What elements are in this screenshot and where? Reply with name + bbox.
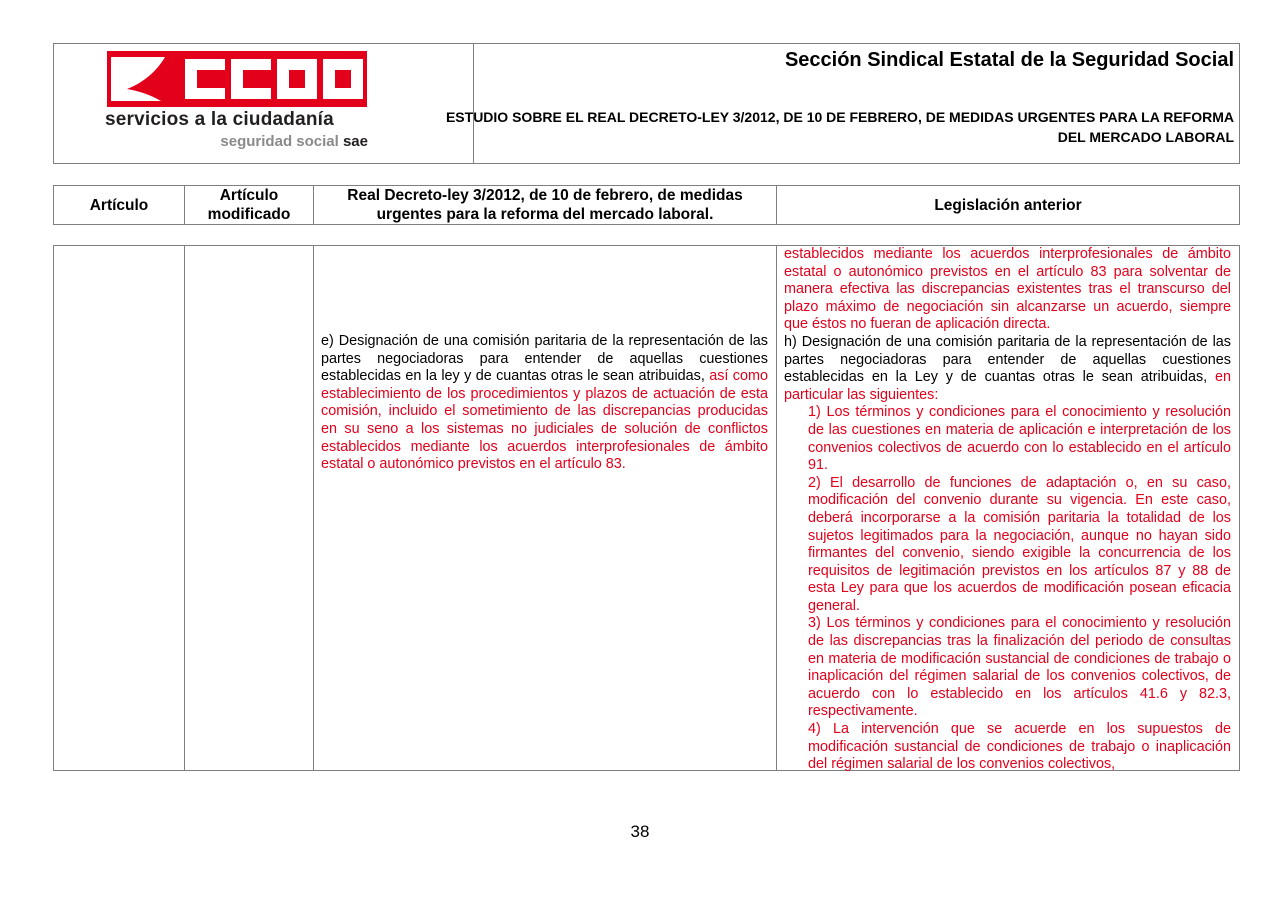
table-row xyxy=(53,245,1240,771)
list-item: 3) Los términos y condiciones para el conocimiento y resolución de las discrepancias tras la finalización del periodo de consultas en materia de modificación sustancial de condiciones de trabajo o inaplicación del régimen salarial de los convenios colectivos, de acuerdo con lo establecido en los artículos 41.6 y 82.3, respectivamente. xyxy=(808,615,1231,720)
column-divider xyxy=(184,246,185,770)
column-divider xyxy=(776,246,777,770)
column-header-articulo-modificado: Artículo modificado xyxy=(207,187,291,223)
list-item: 4) La intervención que se acuerde en los supuestos de modificación sustancial de condiciones de trabajo o inaplicación del régimen salarial de los convenios colectivos, xyxy=(808,721,1231,773)
column-header-real-decreto: Real Decreto-ley 3/2012, de 10 de febrero, de medidas urgentes para la reforma del mercado laboral. xyxy=(347,187,743,223)
cell-legislacion-anterior-text: establecidos mediante los acuerdos interprofesionales de ámbito estatal o autonómico previstos en el artículo 83 para solventar de manera efectiva las discrepancias existentes tras el transcurso del plazo máximo de negociación sin alcanzarse un acuerdo, siempre que éstos no fueran de aplicación directa. h) Designación de una comisión paritaria de la representación de las partes negociadoras para entender de aquellas cuestiones establecidas en la Ley y de cuantas otras le sean atribuidas, en particular las siguientes: 1) Los términos y condiciones para el conocimiento y resolución de las cuestiones en materia de aplicación e interpretación de los convenios colectivos de acuerdo con lo establecido en el artículo 91. 2) El desarrollo de funciones de adaptación o, en su caso, modificación del convenio durante su vigencia. En este caso, deberá incorporarse a la comisión paritaria la totalidad de los sujetos legitimados para la negociación, aunque no hayan sido firmantes del convenio, siendo exigible la concurrencia de los requisitos de legitimación previstos en los artículos 87 y 88 de esta Ley para que los acuerdos de modificación posean eficacia general. 3) Los términos y condiciones para el conocimiento y resolución de las discrepancias tras la finalización del periodo de consultas en materia de modificación sustancial de condiciones de trabajo o inaplicación del régimen salarial de los convenios colectivos, de acuerdo con lo establecido en los artículos 41.6 y 82.3, respectivamente. 4) La intervención que se acuerde en los supuestos de modificación sustancial de condiciones de trabajo o inaplicación del régimen salarial de los convenios colectivos, xyxy=(784,246,1231,773)
column-divider xyxy=(313,246,314,770)
logo-subtagline: seguridad social sae xyxy=(220,133,368,150)
header-subtitle: ESTUDIO SOBRE EL REAL DECRETO-LEY 3/2012, DE 10 DE FEBRERO, DE MEDIDAS URGENTES PARA LA REFORMA DEL MERCADO LABORAL xyxy=(445,109,1234,145)
cell-real-decreto-text: e) Designación de una comisión paritaria de la representación de las partes negociadoras para entender de aquellas cuestiones establecidas en la ley y de cuantas otras le sean atribuidas, así como establecimiento de los procedimientos y plazos de actuación de esta comisión, incluido el sometimiento de las discrepancias producidas en su seno a los sistemas no judiciales de solución de conflictos establecidos mediante los acuerdos interprofesionales de ámbito estatal o autonómico previstos en el artículo 83. xyxy=(321,333,768,473)
ccoo-logo-mark xyxy=(107,51,367,107)
document-header xyxy=(53,43,1240,164)
page-number: 38 xyxy=(630,822,650,841)
header-title: Sección Sindical Estatal de la Seguridad Social xyxy=(784,49,1234,71)
column-header-row xyxy=(53,185,1240,225)
column-header-articulo: Artículo xyxy=(89,196,149,214)
list-item: 1) Los términos y condiciones para el conocimiento y resolución de las cuestiones en materia de aplicación e interpretación de los convenios colectivos de acuerdo con lo establecido en el artículo 91. xyxy=(808,404,1231,474)
ccoo-logo xyxy=(105,49,370,161)
logo-tagline: servicios a la ciudadanía xyxy=(105,109,334,130)
column-header-legislacion-anterior: Legislación anterior xyxy=(934,196,1082,214)
list-item: 2) El desarrollo de funciones de adaptación o, en su caso, modificación del convenio durante su vigencia. En este caso, deberá incorporarse a la comisión paritaria la totalidad de los sujetos legitimados para la negociación, aunque no hayan sido firmantes del convenio, siendo exigible la concurrencia de los requisitos de legitimación previstos en los artículos 87 y 88 de esta Ley para que los acuerdos de modificación posean eficacia general. xyxy=(808,474,1231,614)
